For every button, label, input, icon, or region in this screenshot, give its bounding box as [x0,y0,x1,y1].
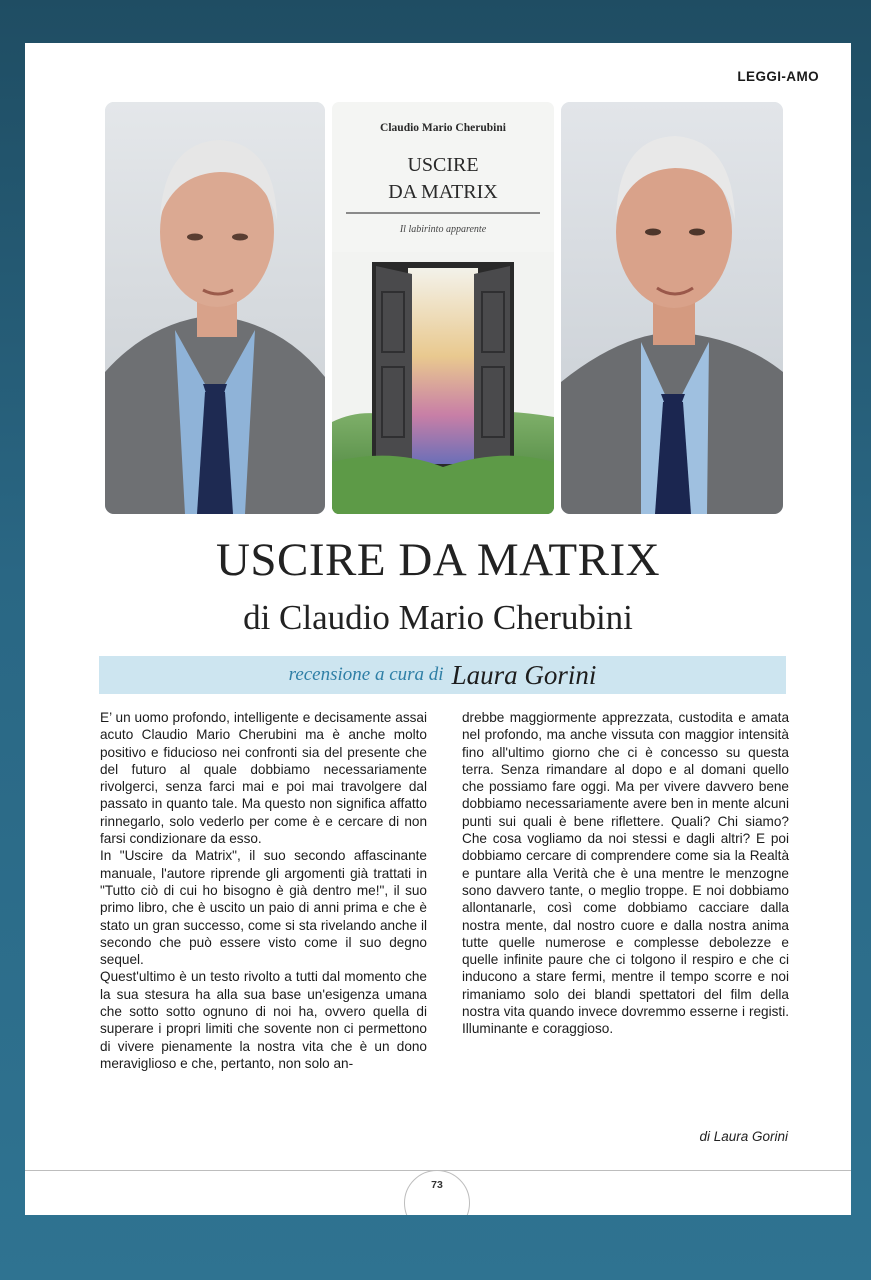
page-number-circle [404,1170,470,1215]
book-cover [332,102,554,514]
author-photo-right [561,102,783,514]
section-label: LEGGI-AMO [737,69,819,84]
author-photo-left [105,102,325,514]
paragraph: drebbe maggiormente apprezzata, custodita e amata nel profondo, ma anche vissuta con maggior intensità fino all'ultimo giorno che ci è concesso su questa terra. Senza rimandare al dopo e al domani quello che possiamo fare oggi. Ma per vivere davvero bene dobbiamo necessariamente avere ben in mente alcuni punti sui quali è bene riflettere. Quali? Chi siamo? Che cosa vogliamo da noi stessi e dagli altri? E poi dobbiamo cercare di comprendere come sia la Realtà e puntare alla Verità che è una mentre le menzogne sono davvero tante, o meglio troppe. E noi dobbiamo allontanarle, così come dobbiamo cacciare dalla nostra mente, dal nostro cuore e dalla nostra anima tutte quelle numerose e complesse debolezze e quelle infinite paure che ci tolgono il respiro e che ci inducono a stare fermi, mentre il tempo scorre e noi rimaniamo solo dei blandi spettatori del film della nostra vita quando invece dovremmo esserne i registi. Illuminante e coraggioso. [462,710,789,1037]
article-byline: di Claudio Mario Cherubini [243,598,633,637]
review-author: Laura Gorini [451,659,597,690]
article-signature: di Laura Gorini [699,1129,788,1144]
paragraph: E’ un uomo profondo, intelligente e decisamente assai acuto Claudio Mario Cherubini ma è anche molto positivo e fiducioso nei confronti sia del presente che del futuro al quale dobbiamo necessariamente rivolgerci, senza farci mai e poi mai travolgere dal passato in quanto tale. Ma questo non significa affatto rinnegarlo, solo vederlo per come è e cercare di non farsi condizionare da esso. [100,710,427,847]
paragraph: In "Uscire da Matrix", il suo secondo affascinante manuale, l'autore riprende gli argomenti già trattati in "Tutto ciò di cui ho bisogno è già dentro me!", il suo primo libro, che è uscito un paio di anni prima e che è stato un gran successo, come si sta rivelando anche il secondo che può essere visto come il suo degno sequel. [100,848,427,968]
paragraph: Quest'ultimo è un testo rivolto a tutti dal momento che la sua stesura ha alla sua base un'esigenza umana che sotto sotto ognuno di noi ha, ovvero quella di superare i propri limiti che sovente non ci permettono di vivere pienamente la nostra vita che è un dono meraviglioso e che, pertanto, non solo an- [100,969,427,1071]
article-column-left [100,709,427,1072]
article-column-right [462,709,789,1038]
magazine-page [25,43,851,1215]
review-label: recensione a cura di [288,664,444,685]
article-headline: USCIRE DA MATRIX [215,534,661,586]
open-door-illustration [332,252,554,514]
cover-subtitle: Il labirinto apparente [399,224,487,235]
page-number: 73 [431,1179,443,1191]
cover-divider [346,212,540,214]
review-credit-banner [99,654,786,694]
cover-title: USCIRE DA MATRIX [388,154,498,203]
cover-author: Claudio Mario Cherubini [380,122,506,134]
